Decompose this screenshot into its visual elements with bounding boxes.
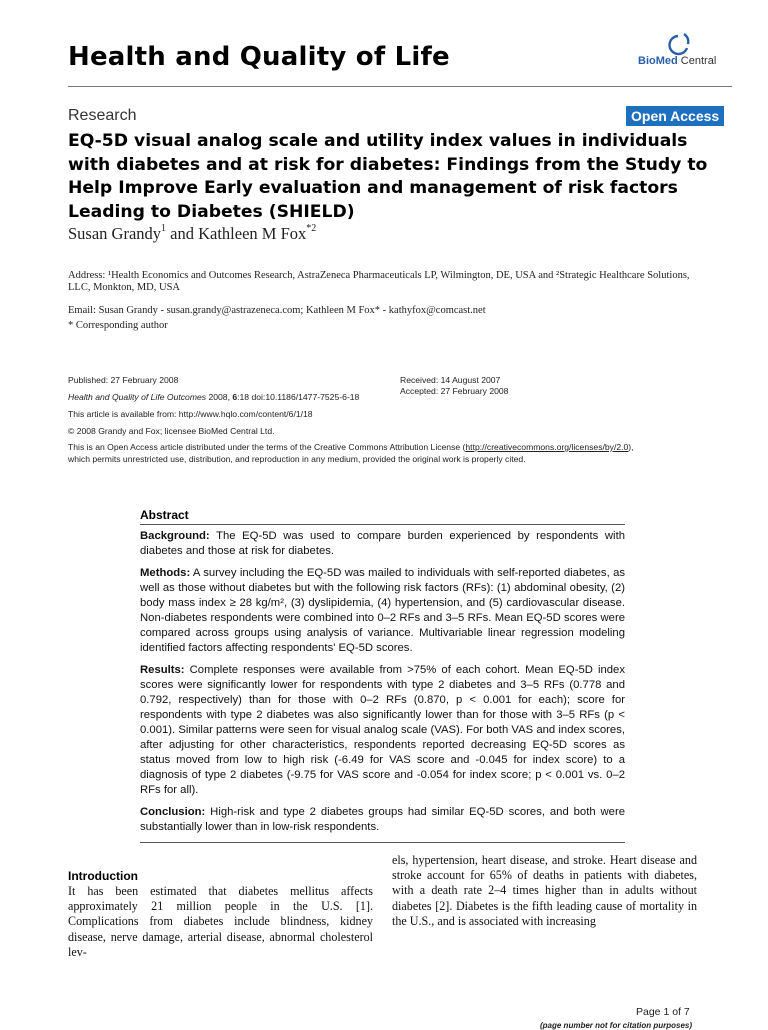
- author-email: Email: Susan Grandy - susan.grandy@astrazeneca.com; Kathleen M Fox* - kathyfox@comcast.net: [68, 305, 486, 316]
- results-label: Results:: [140, 664, 185, 676]
- citation-volume: 6: [232, 392, 238, 402]
- citation-line: [68, 392, 359, 403]
- article-title: EQ-5D visual analog scale and utility index values in individuals with diabetes and at risk for diabetes: Findings from the Study to Help Improve Early evaluation and management of risk factors Leading to Diabetes (SHIELD): [68, 131, 708, 222]
- abstract-divider: [140, 842, 625, 843]
- background-label: Background:: [140, 530, 210, 542]
- article-url-line[interactable]: This article is available from: http://www.hqlo.com/content/6/1/18: [68, 409, 313, 419]
- page-number: Page 1 of 7: [636, 1006, 690, 1018]
- copyright-line: © 2008 Grandy and Fox; licensee BioMed Central Ltd.: [68, 426, 275, 436]
- section-label: Research: [68, 107, 137, 124]
- introduction-text-right: els, hypertension, heart disease, and stroke. Heart disease and stroke account for 65% of deaths in patients with diabetes, with a death rate 2–4 times higher than in adults without diabetes [2]. Diabetes is the fifth leading cause of mortality in the U.S., and is associated with increasing: [392, 853, 697, 928]
- license-line-2: which permits unrestricted use, distribution, and reproduction in any medium, provided the original work is properly cited.: [68, 454, 526, 464]
- journal-title: Health and Quality of Life: [68, 42, 450, 72]
- license-text: This is an Open Access article distributed under the terms of the Creative Commons Attribution License (: [68, 442, 466, 452]
- background-text: The EQ-5D was used to compare burden experienced by respondents with diabetes and those at risk for diabetes.: [140, 530, 625, 557]
- author-address: Address: ¹Health Economics and Outcomes Research, AstraZeneca Pharmaceuticals LP, Wilmington, DE, USA and ²Strategic Healthcare Solutions, LLC, Monkton, MD, USA: [68, 270, 690, 293]
- abstract-section: [140, 508, 625, 843]
- published-date: Published: 27 February 2008: [68, 375, 179, 385]
- page-number-note: (page number not for citation purposes): [540, 1021, 693, 1030]
- author-name: Kathleen M Fox: [198, 224, 307, 243]
- introduction-text-left: It has been estimated that diabetes mellitus affects approximately 21 million people in the U.S. [1]. Complications from diabetes include blindness, kidney disease, nerve damage, arterial disease, abnormal cholesterol lev-: [68, 884, 373, 959]
- citation-journal: Health and Quality of Life Outcomes: [68, 392, 207, 402]
- conclusion-text: High-risk and type 2 diabetes groups had similar EQ-5D scores, and both were substantially lower than in low-risk respondents.: [140, 806, 625, 833]
- results-text: Complete responses were available from >75% of each cohort. Mean EQ-5D index scores were significantly lower for respondents with type 2 diabetes and 3–5 RFs (0.778 and 0.792, respectively) than for those with 0–2 RFs (0.870, p < 0.001 for each); score for respondents with type 2 diabetes was also significantly lower than for those with 3–5 RFs (p < 0.001). Similar patterns were seen for visual analog scale (VAS). For both VAS and index scores, after adjusting for other characteristics, respondents reported decreasing EQ-5D scores as status moved from low to high risk (-6.49 for VAS score and -0.045 for index score) to a diagnosis of type 2 diabetes (-9.75 for VAS score and -0.054 for index score; p < 0.001 vs. 0–2 RFs for all).: [140, 664, 625, 796]
- body-column-left: [68, 869, 373, 960]
- author-affiliation-mark: *2: [306, 223, 317, 234]
- abstract-heading: Abstract: [140, 508, 625, 525]
- license-link[interactable]: http://creativecommons.org/licenses/by/2.0: [465, 442, 629, 452]
- abstract-background: [140, 529, 625, 559]
- abstract-body: [140, 529, 625, 835]
- publisher-logo-suffix: Central: [680, 55, 717, 67]
- author-name: Susan Grandy: [68, 224, 162, 243]
- open-access-badge: Open Access: [626, 106, 724, 126]
- corresponding-author-note: * Corresponding author: [68, 320, 168, 331]
- header-divider: [68, 86, 732, 87]
- accepted-date: Accepted: 27 February 2008: [400, 386, 509, 396]
- abstract-conclusion: [140, 805, 625, 835]
- license-text-end: ),: [628, 442, 634, 452]
- introduction-heading: Introduction: [68, 869, 138, 883]
- conclusion-label: Conclusion:: [140, 806, 206, 818]
- methods-text: A survey including the EQ-5D was mailed to individuals with self-reported diabetes, as well as those without diabetes but with the following risk factors (RFs): (1) abdominal obesity, (2) body mass index ≥ 28 kg/m², (3) dyslipidemia, (4) hypertension, and (5) cardiovascular disease. Non-diabetes respondents were combined into 0–2 RFs and 3–5 RFs. Mean EQ-5D scores were compared across groups using analysis of variance. Multivariable linear regression modeling identified factors affecting respondents' EQ-5D scores.: [140, 567, 625, 654]
- publisher-logo-text: [638, 55, 716, 67]
- license-line: [68, 442, 634, 453]
- publisher-logo-name: BioMed: [638, 55, 678, 67]
- author-joiner: and: [166, 224, 199, 243]
- author-affiliation-mark: 1: [161, 223, 167, 234]
- received-date: Received: 14 August 2007: [400, 375, 501, 385]
- abstract-methods: [140, 566, 625, 656]
- citation-doi: :18 doi:10.1186/1477-7525-6-18: [237, 392, 360, 402]
- author-list: [68, 224, 316, 244]
- body-column-right: [392, 853, 697, 929]
- methods-label: Methods:: [140, 567, 191, 579]
- citation-year: 2008,: [206, 392, 233, 402]
- abstract-results: [140, 663, 625, 798]
